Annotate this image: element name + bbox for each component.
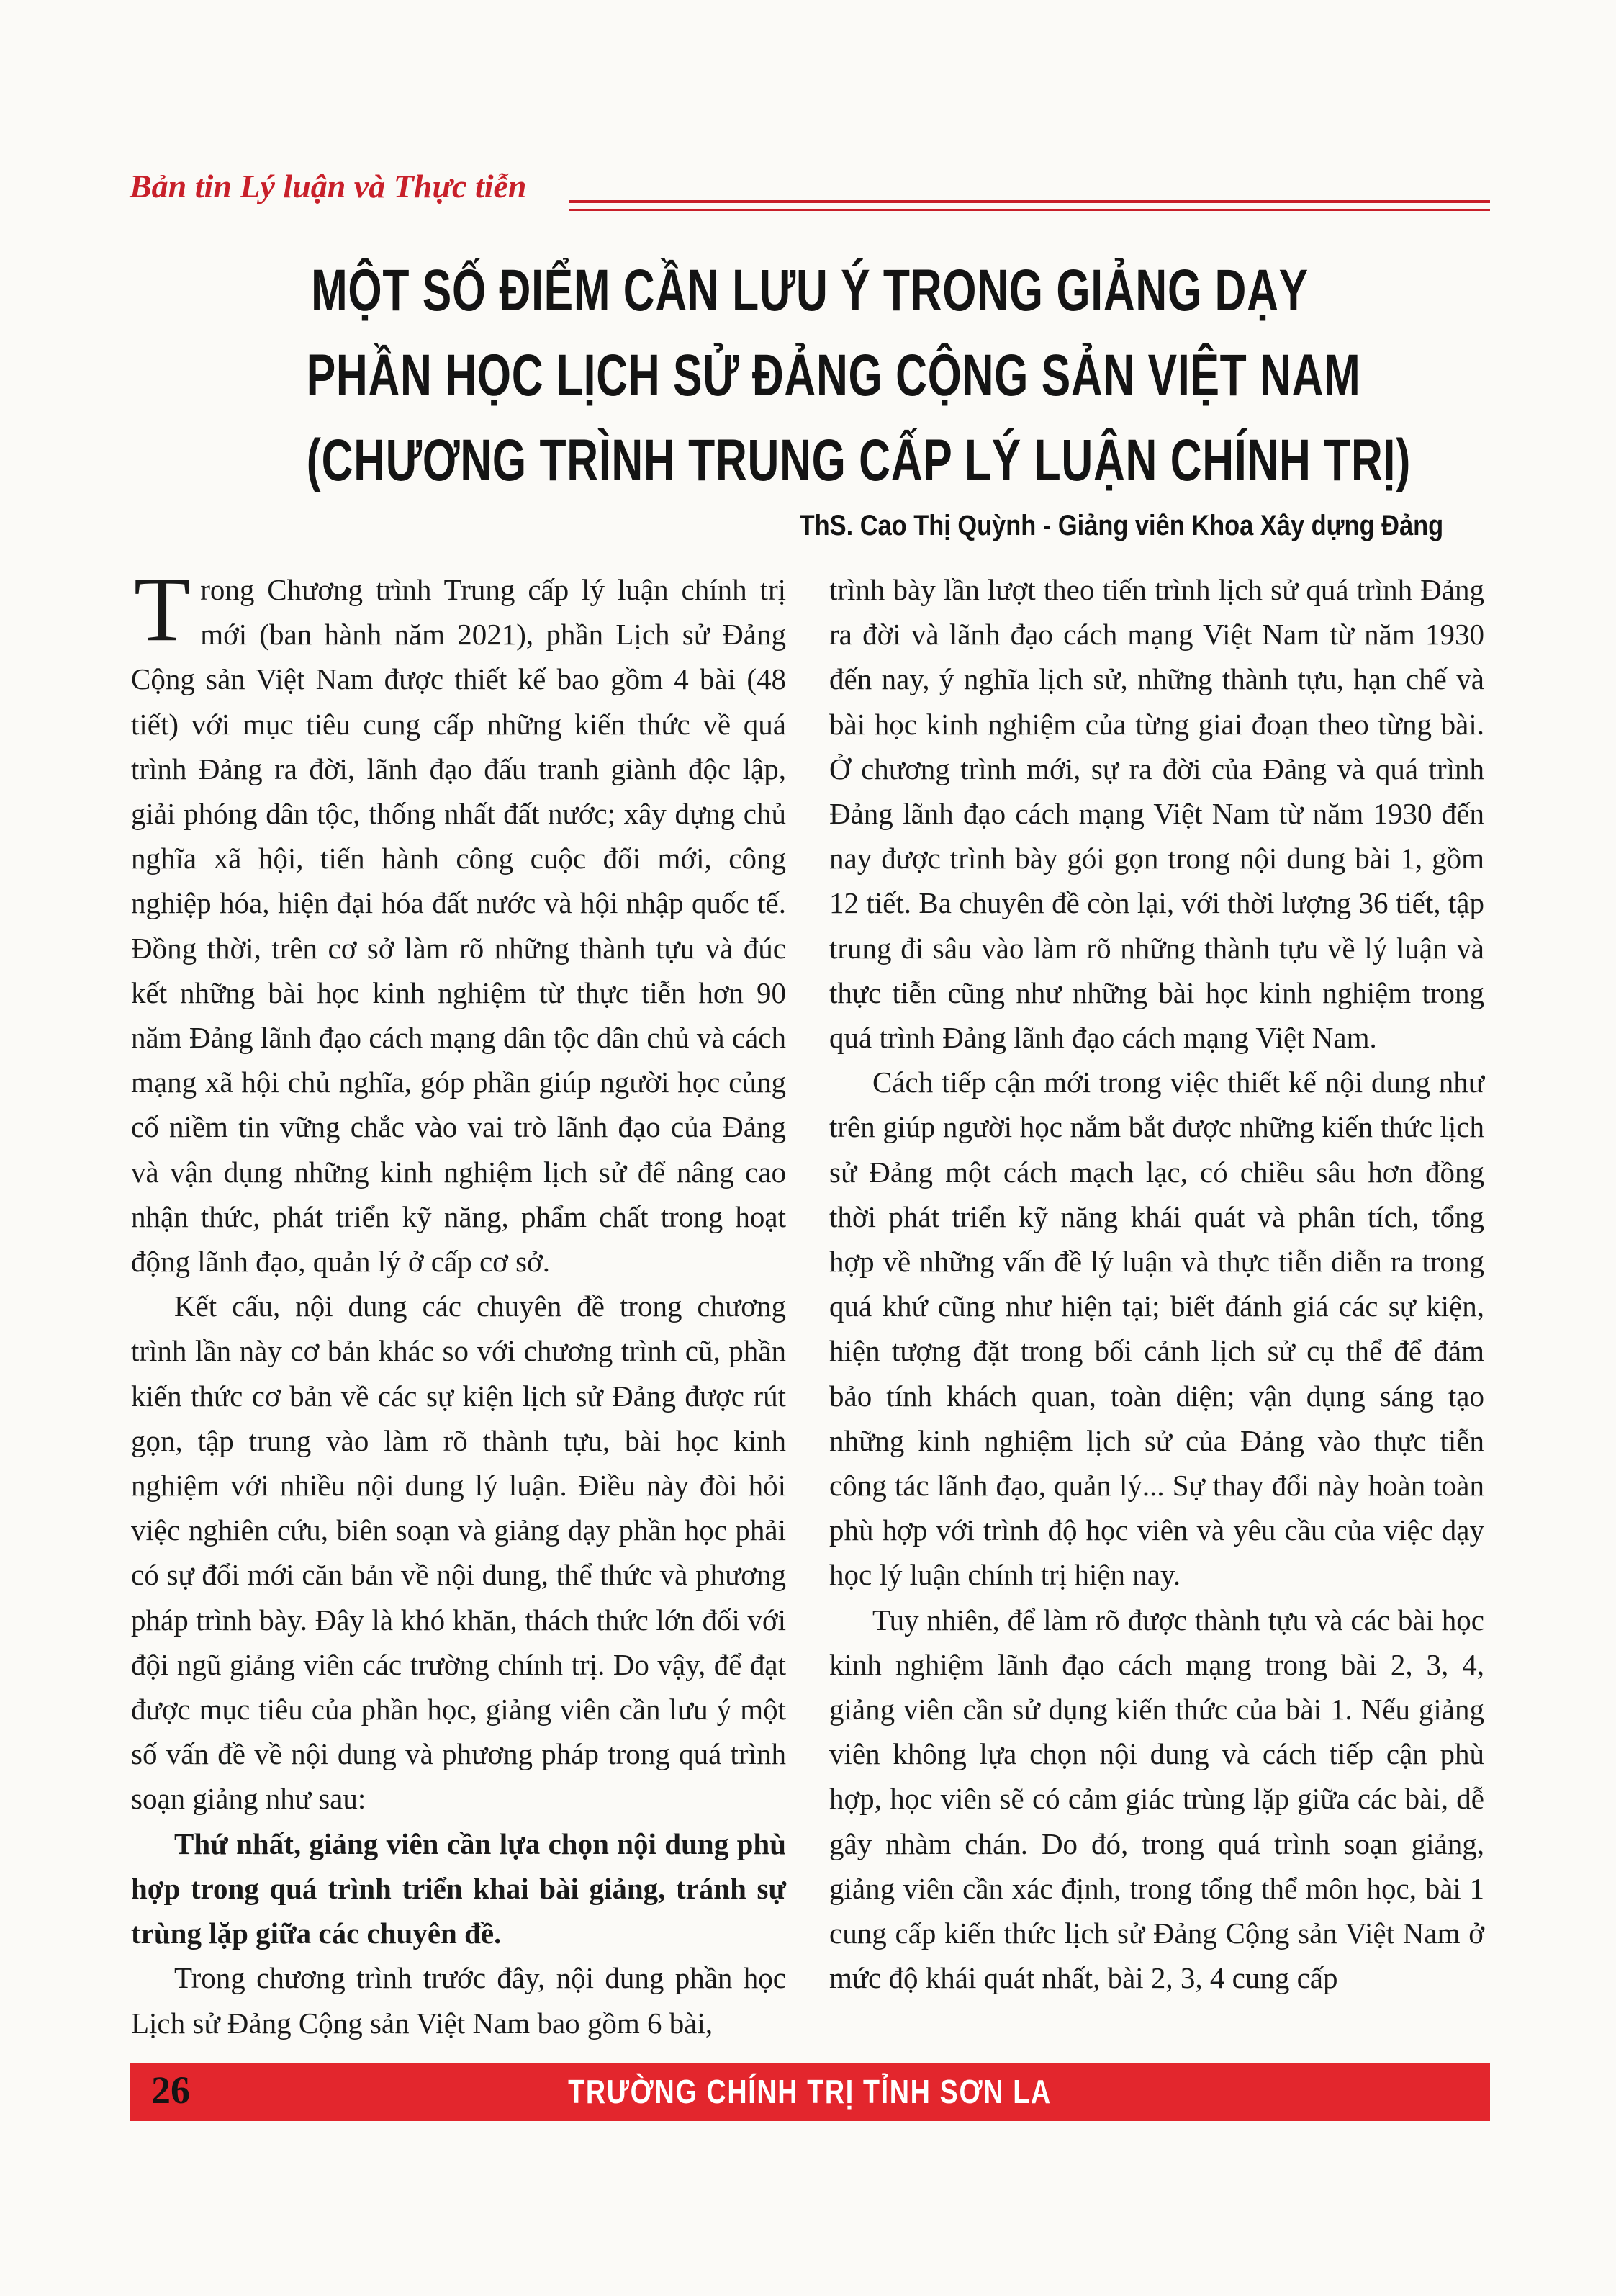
paragraph: Trong chương trình trước đây, nội dung phần học Lịch sử Đảng Cộng sản Việt Nam bao gồm 6 bài,	[131, 1961, 786, 2040]
page-number: 26	[151, 2068, 190, 2112]
article-title-line: MỘT SỐ ĐIỂM CẦN LƯU Ý TRONG GIẢNG DẠY	[311, 258, 1309, 323]
bulletin-title: Bản tin Lý luận và Thực tiễn	[130, 168, 527, 204]
right-column	[829, 567, 1484, 2001]
header-rule-thin	[569, 209, 1490, 211]
drop-cap: T	[134, 558, 191, 660]
footer-bar	[130, 2063, 1490, 2121]
bulletin-header	[130, 167, 1490, 217]
paragraph: trình bày lần lượt theo tiến trình lịch sử quá trình Đảng ra đời và lãnh đạo cách mạng Việt Nam từ năm 1930 đến nay, ý nghĩa lịch sử, những thành tựu, hạn chế và bài học kinh nghiệm của từng giai đoạn theo từng bài. Ở chương trình mới, sự ra đời của Đảng và quá trình Đảng lãnh đạo cách mạng Việt Nam từ năm 1930 đến nay được trình bày gói gọn trong nội dung bài 1, gồm 12 tiết. Ba chuyên đề còn lại, với thời lượng 36 tiết, tập trung đi sâu vào làm rõ những thành tựu về lý luận và thực tiễn cũng như những bài học kinh nghiệm trong quá trình Đảng lãnh đạo cách mạng Việt Nam.	[829, 573, 1484, 1055]
header-rule	[569, 200, 1490, 203]
paragraph	[131, 558, 786, 1284]
author-byline: ThS. Cao Thị Quỳnh - Giảng viên Khoa Xây dựng Đảng	[799, 510, 1443, 541]
paragraph: Cách tiếp cận mới trong việc thiết kế nội dung như trên giúp người học nắm bắt được những kiến thức lịch sử Đảng một cách mạch lạc, có chiều sâu hơn đồng thời phát triển kỹ năng khái quát và phân tích, tổng hợp về những vấn đề lý luận và thực tiễn diễn ra trong quá khứ cũng như hiện tại; biết đánh giá các sự kiện, hiện tượng đặt trong bối cảnh lịch sử cụ thể để đảm bảo tính khách quan, toàn diện; vận dụng sáng tạo những kinh nghiệm lịch sử của Đảng vào thực tiễn công tác lãnh đạo, quản lý... Sự thay đổi này hoàn toàn phù hợp với trình độ học viên và yêu cầu của việc dạy học lý luận chính trị hiện nay.	[829, 1066, 1484, 1592]
article-title	[130, 248, 1490, 503]
section-heading: Thứ nhất, giảng viên cần lựa chọn nội dung phù hợp trong quá trình triển khai bài giảng, tránh sự trùng lặp giữa các chuyên đề.	[131, 1827, 786, 1950]
article-title-line: PHẦN HỌC LỊCH SỬ ĐẢNG CỘNG SẢN VIỆT NAM	[306, 343, 1361, 408]
school-name: TRƯỜNG CHÍNH TRỊ TỈNH SƠN LA	[568, 2073, 1052, 2110]
article-title-line: (CHƯƠNG TRÌNH TRUNG CẤP LÝ LUẬN CHÍNH TRỊ)	[306, 428, 1412, 493]
paragraph: Tuy nhiên, để làm rõ được thành tựu và các bài học kinh nghiệm lãnh đạo cách mạng trong bài 2, 3, 4, giảng viên cần sử dụng kiến thức của bài 1. Nếu giảng viên không lựa chọn nội dung và cách tiếp cận phù hợp, học viên sẽ có cảm giác trùng lặp giữa các bài, dễ gây nhàm chán. Do đó, trong quá trình soạn giảng, giảng viên cần xác định, trong tổng thể môn học, bài 1 cung cấp kiến thức lịch sử Đảng Cộng sản Việt Nam ở mức độ khái quát nhất, bài 2, 3, 4 cung cấp	[829, 1603, 1484, 1995]
left-column	[131, 558, 786, 2045]
paragraph: Kết cấu, nội dung các chuyên đề trong chương trình lần này cơ bản khác so với chương trình cũ, phần kiến thức cơ bản về các sự kiện lịch sử Đảng được rút gọn, tập trung vào làm rõ thành tựu, bài học kinh nghiệm với nhiều nội dung lý luận. Điều này đòi hỏi việc nghiên cứu, biên soạn và giảng dạy phần học phải có sự đổi mới căn bản về nội dung, thể thức và phương pháp trình bày. Đây là khó khăn, thách thức lớn đối với đội ngũ giảng viên các trường chính trị. Do vậy, để đạt được mục tiêu của phần học, giảng viên cần lưu ý một số vấn đề về nội dung và phương pháp trong quá trình soạn giảng như sau:	[131, 1289, 786, 1816]
paragraph-text: rong Chương trình Trung cấp lý luận chính trị mới (ban hành năm 2021), phần Lịch sử Đảng Cộng sản Việt Nam được thiết kế bao gồm 4 bài (48 tiết) với mục tiêu cung cấp những kiến thức về quá trình Đảng ra đời, lãnh đạo đấu tranh giành độc lập, giải phóng dân tộc, thống nhất đất nước; xây dựng chủ nghĩa xã hội, tiến hành công cuộc đổi mới, công nghiệp hóa, hiện đại hóa đất nước và hội nhập quốc tế. Đồng thời, trên cơ sở làm rõ những thành tựu và đúc kết những bài học kinh nghiệm từ thực tiễn hơn 90 năm Đảng lãnh đạo cách mạng dân tộc dân chủ và cách mạng xã hội chủ nghĩa, góp phần giúp người học củng cố niềm tin vững chắc vào vai trò lãnh đạo của Đảng và vận dụng những kinh nghiệm lịch sử để nâng cao nhận thức, phát triển kỹ năng, phẩm chất trong hoạt động lãnh đạo, quản lý ở cấp cơ sở.	[131, 573, 786, 1279]
